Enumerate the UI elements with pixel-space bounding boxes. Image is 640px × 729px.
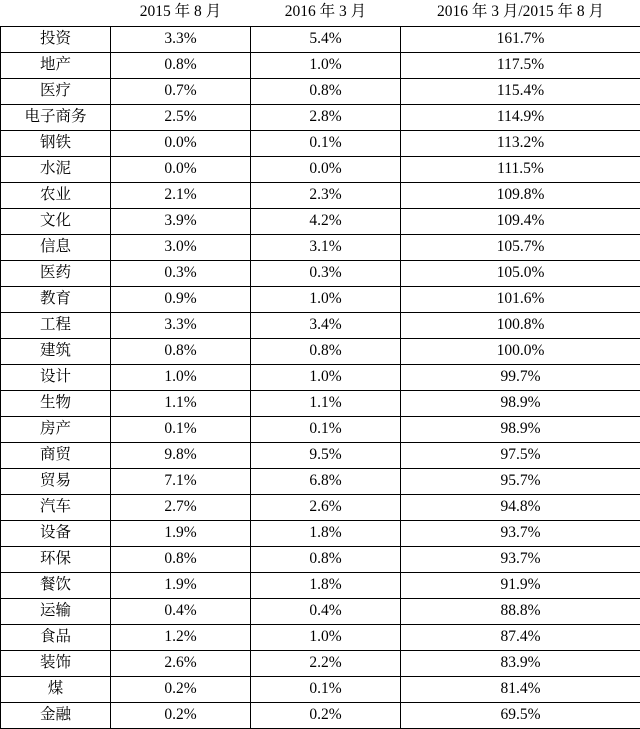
table-row bbox=[1, 365, 640, 391]
cell-v1: 3.0% bbox=[111, 235, 251, 261]
cell-v2: 0.8% bbox=[251, 339, 401, 365]
row-label: 煤 bbox=[1, 677, 111, 703]
cell-v3: 114.9% bbox=[401, 105, 640, 131]
cell-v1: 3.9% bbox=[111, 209, 251, 235]
table-row bbox=[1, 703, 640, 729]
column-header-v2: 2016 年 3 月 bbox=[251, 0, 401, 27]
cell-v3: 113.2% bbox=[401, 131, 640, 157]
row-label: 医药 bbox=[1, 261, 111, 287]
row-label: 房产 bbox=[1, 417, 111, 443]
table-row bbox=[1, 27, 640, 53]
row-label: 食品 bbox=[1, 625, 111, 651]
cell-v2: 2.6% bbox=[251, 495, 401, 521]
table-row bbox=[1, 157, 640, 183]
cell-v1: 0.0% bbox=[111, 131, 251, 157]
cell-v3: 115.4% bbox=[401, 79, 640, 105]
cell-v1: 3.3% bbox=[111, 313, 251, 339]
table-row bbox=[1, 313, 640, 339]
table-header-row bbox=[1, 0, 640, 27]
table-row bbox=[1, 573, 640, 599]
table-row bbox=[1, 79, 640, 105]
table-row bbox=[1, 599, 640, 625]
table-row bbox=[1, 417, 640, 443]
cell-v1: 1.9% bbox=[111, 521, 251, 547]
row-label: 建筑 bbox=[1, 339, 111, 365]
cell-v3: 87.4% bbox=[401, 625, 640, 651]
row-label: 设备 bbox=[1, 521, 111, 547]
cell-v1: 1.1% bbox=[111, 391, 251, 417]
table-row bbox=[1, 53, 640, 79]
cell-v1: 0.7% bbox=[111, 79, 251, 105]
cell-v2: 2.3% bbox=[251, 183, 401, 209]
row-label: 金融 bbox=[1, 703, 111, 729]
table-row bbox=[1, 391, 640, 417]
row-label: 投资 bbox=[1, 27, 111, 53]
cell-v1: 7.1% bbox=[111, 469, 251, 495]
cell-v3: 83.9% bbox=[401, 651, 640, 677]
cell-v2: 1.0% bbox=[251, 53, 401, 79]
cell-v2: 0.4% bbox=[251, 599, 401, 625]
cell-v2: 1.0% bbox=[251, 625, 401, 651]
cell-v2: 2.8% bbox=[251, 105, 401, 131]
row-label: 运输 bbox=[1, 599, 111, 625]
table-row bbox=[1, 677, 640, 703]
cell-v1: 1.9% bbox=[111, 573, 251, 599]
cell-v3: 91.9% bbox=[401, 573, 640, 599]
column-header-v1: 2015 年 8 月 bbox=[111, 0, 251, 27]
cell-v1: 0.1% bbox=[111, 417, 251, 443]
row-label: 环保 bbox=[1, 547, 111, 573]
cell-v2: 0.8% bbox=[251, 79, 401, 105]
cell-v2: 0.0% bbox=[251, 157, 401, 183]
cell-v2: 1.1% bbox=[251, 391, 401, 417]
cell-v3: 101.6% bbox=[401, 287, 640, 313]
cell-v3: 99.7% bbox=[401, 365, 640, 391]
cell-v3: 109.4% bbox=[401, 209, 640, 235]
row-label: 电子商务 bbox=[1, 105, 111, 131]
row-label: 医疗 bbox=[1, 79, 111, 105]
cell-v3: 161.7% bbox=[401, 27, 640, 53]
table-row bbox=[1, 443, 640, 469]
table-row bbox=[1, 235, 640, 261]
table-body bbox=[1, 27, 640, 729]
row-label: 水泥 bbox=[1, 157, 111, 183]
table-row bbox=[1, 547, 640, 573]
cell-v2: 4.2% bbox=[251, 209, 401, 235]
cell-v2: 3.1% bbox=[251, 235, 401, 261]
column-header-v3: 2016 年 3 月/2015 年 8 月 bbox=[401, 0, 640, 27]
row-label: 贸易 bbox=[1, 469, 111, 495]
cell-v1: 9.8% bbox=[111, 443, 251, 469]
cell-v2: 0.3% bbox=[251, 261, 401, 287]
cell-v3: 69.5% bbox=[401, 703, 640, 729]
table-row bbox=[1, 183, 640, 209]
cell-v1: 0.8% bbox=[111, 53, 251, 79]
cell-v3: 88.8% bbox=[401, 599, 640, 625]
cell-v3: 98.9% bbox=[401, 417, 640, 443]
table-row bbox=[1, 469, 640, 495]
cell-v1: 0.2% bbox=[111, 677, 251, 703]
row-label: 商贸 bbox=[1, 443, 111, 469]
cell-v2: 5.4% bbox=[251, 27, 401, 53]
cell-v3: 95.7% bbox=[401, 469, 640, 495]
cell-v1: 1.2% bbox=[111, 625, 251, 651]
cell-v1: 0.3% bbox=[111, 261, 251, 287]
row-label: 地产 bbox=[1, 53, 111, 79]
row-label: 信息 bbox=[1, 235, 111, 261]
cell-v1: 0.2% bbox=[111, 703, 251, 729]
cell-v3: 98.9% bbox=[401, 391, 640, 417]
table-row bbox=[1, 209, 640, 235]
row-label: 工程 bbox=[1, 313, 111, 339]
cell-v1: 2.7% bbox=[111, 495, 251, 521]
cell-v2: 0.1% bbox=[251, 677, 401, 703]
table-row bbox=[1, 131, 640, 157]
cell-v3: 111.5% bbox=[401, 157, 640, 183]
cell-v3: 105.0% bbox=[401, 261, 640, 287]
cell-v3: 94.8% bbox=[401, 495, 640, 521]
cell-v2: 1.8% bbox=[251, 573, 401, 599]
row-label: 装饰 bbox=[1, 651, 111, 677]
table-row bbox=[1, 261, 640, 287]
cell-v3: 105.7% bbox=[401, 235, 640, 261]
cell-v2: 1.0% bbox=[251, 287, 401, 313]
cell-v2: 2.2% bbox=[251, 651, 401, 677]
cell-v2: 0.8% bbox=[251, 547, 401, 573]
cell-v1: 3.3% bbox=[111, 27, 251, 53]
row-label: 文化 bbox=[1, 209, 111, 235]
cell-v1: 0.0% bbox=[111, 157, 251, 183]
cell-v2: 1.8% bbox=[251, 521, 401, 547]
cell-v3: 117.5% bbox=[401, 53, 640, 79]
cell-v3: 81.4% bbox=[401, 677, 640, 703]
cell-v3: 97.5% bbox=[401, 443, 640, 469]
row-label: 农业 bbox=[1, 183, 111, 209]
cell-v1: 2.5% bbox=[111, 105, 251, 131]
table-row bbox=[1, 287, 640, 313]
cell-v2: 6.8% bbox=[251, 469, 401, 495]
table-row bbox=[1, 339, 640, 365]
table-row bbox=[1, 625, 640, 651]
cell-v1: 2.6% bbox=[111, 651, 251, 677]
row-label: 餐饮 bbox=[1, 573, 111, 599]
cell-v3: 93.7% bbox=[401, 547, 640, 573]
table-row bbox=[1, 105, 640, 131]
row-label: 生物 bbox=[1, 391, 111, 417]
cell-v3: 109.8% bbox=[401, 183, 640, 209]
cell-v3: 100.0% bbox=[401, 339, 640, 365]
cell-v1: 1.0% bbox=[111, 365, 251, 391]
cell-v2: 9.5% bbox=[251, 443, 401, 469]
table-row bbox=[1, 495, 640, 521]
row-label: 汽车 bbox=[1, 495, 111, 521]
cell-v2: 0.2% bbox=[251, 703, 401, 729]
cell-v2: 0.1% bbox=[251, 131, 401, 157]
row-label: 设计 bbox=[1, 365, 111, 391]
column-header-label bbox=[1, 0, 111, 27]
cell-v1: 0.9% bbox=[111, 287, 251, 313]
row-label: 钢铁 bbox=[1, 131, 111, 157]
cell-v1: 0.8% bbox=[111, 547, 251, 573]
cell-v1: 2.1% bbox=[111, 183, 251, 209]
row-label: 教育 bbox=[1, 287, 111, 313]
cell-v2: 3.4% bbox=[251, 313, 401, 339]
cell-v2: 0.1% bbox=[251, 417, 401, 443]
table-row bbox=[1, 521, 640, 547]
cell-v1: 0.8% bbox=[111, 339, 251, 365]
cell-v2: 1.0% bbox=[251, 365, 401, 391]
table-header bbox=[1, 0, 640, 27]
cell-v1: 0.4% bbox=[111, 599, 251, 625]
cell-v3: 93.7% bbox=[401, 521, 640, 547]
cell-v3: 100.8% bbox=[401, 313, 640, 339]
table-row bbox=[1, 651, 640, 677]
